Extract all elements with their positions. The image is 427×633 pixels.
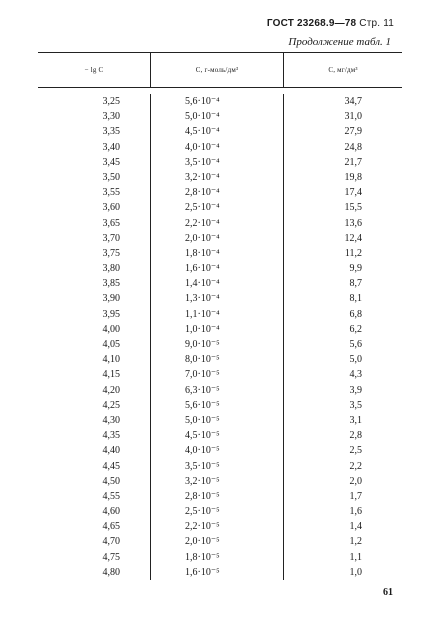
cell-mass: 11,2 — [344, 247, 362, 259]
cell-lg-c: 3,60 — [102, 202, 120, 214]
column-header-lg-c: − lg C — [38, 53, 151, 87]
cell-mass: 2,5 — [349, 445, 362, 457]
cell-mass: 17,4 — [344, 187, 362, 199]
cell-lg-c: 3,30 — [102, 111, 120, 123]
cell-molar: 2,8·10⁻⁵ — [185, 490, 220, 502]
cell-lg-c: 4,45 — [102, 460, 120, 472]
cell-lg-c: 3,65 — [102, 217, 120, 229]
cell-mass: 1,6 — [349, 506, 362, 518]
page-header — [267, 18, 394, 29]
cell-lg-c: 3,95 — [102, 308, 120, 320]
cell-molar: 6,3·10⁻⁵ — [185, 384, 220, 396]
cell-mass: 1,7 — [349, 490, 362, 502]
cell-mass: 2,2 — [349, 460, 362, 472]
cell-lg-c: 4,70 — [102, 536, 120, 548]
cell-molar: 5,0·10⁻⁵ — [185, 414, 220, 426]
cell-lg-c: 3,25 — [102, 96, 120, 107]
cell-mass: 19,8 — [344, 171, 362, 183]
cell-lg-c: 4,75 — [102, 551, 120, 563]
cell-lg-c: 4,00 — [102, 323, 120, 335]
cell-molar: 5,6·10⁻⁵ — [185, 399, 220, 411]
cell-molar: 4,5·10⁻⁵ — [185, 430, 220, 442]
cell-mass: 31,0 — [344, 111, 362, 123]
cell-molar: 3,5·10⁻⁵ — [185, 460, 220, 472]
column-molar — [151, 94, 284, 580]
cell-lg-c: 3,50 — [102, 171, 120, 183]
cell-mass: 6,8 — [349, 308, 362, 320]
cell-lg-c: 3,85 — [102, 278, 120, 290]
column-header-mass: C, мг/дм³ — [328, 66, 358, 74]
cell-lg-c: 4,20 — [102, 384, 120, 396]
cell-lg-c: 4,10 — [102, 354, 120, 366]
cell-molar: 3,2·10⁻⁵ — [185, 475, 220, 487]
cell-molar: 1,4·10⁻⁴ — [185, 278, 220, 290]
cell-molar: 5,0·10⁻⁴ — [185, 111, 220, 123]
cell-mass: 34,7 — [344, 96, 362, 107]
cell-molar: 4,0·10⁻⁵ — [185, 445, 220, 457]
cell-mass: 1,0 — [349, 566, 362, 578]
cell-molar: 1,0·10⁻⁴ — [185, 323, 220, 335]
column-mass — [284, 94, 402, 580]
cell-lg-c: 3,90 — [102, 293, 120, 305]
cell-molar: 2,8·10⁻⁴ — [185, 187, 220, 199]
cell-mass: 3,9 — [349, 384, 362, 396]
cell-molar: 2,5·10⁻⁵ — [185, 506, 220, 518]
cell-molar: 1,6·10⁻⁴ — [185, 263, 220, 275]
cell-lg-c: 3,55 — [102, 187, 120, 199]
cell-mass: 5,0 — [349, 354, 362, 366]
cell-molar: 2,5·10⁻⁴ — [185, 202, 220, 214]
cell-molar: 2,0·10⁻⁵ — [185, 536, 220, 548]
cell-molar: 1,8·10⁻⁵ — [185, 551, 220, 563]
cell-lg-c: 3,40 — [102, 141, 120, 153]
cell-molar: 8,0·10⁻⁵ — [185, 354, 220, 366]
table-continuation-caption: Продолжение табл. 1 — [288, 36, 391, 48]
cell-molar: 3,5·10⁻⁴ — [185, 156, 220, 168]
cell-mass: 2,0 — [349, 475, 362, 487]
cell-lg-c: 4,55 — [102, 490, 120, 502]
cell-mass: 1,1 — [349, 551, 362, 563]
cell-lg-c: 4,65 — [102, 521, 120, 533]
data-table — [38, 52, 402, 580]
cell-molar: 7,0·10⁻⁵ — [185, 369, 220, 381]
table-body — [38, 88, 402, 580]
table-header — [38, 53, 402, 88]
cell-lg-c: 4,40 — [102, 445, 120, 457]
cell-molar: 1,3·10⁻⁴ — [185, 293, 220, 305]
page-label: Стр. 11 — [359, 18, 394, 29]
column-lg-c — [38, 94, 151, 580]
cell-lg-c: 4,25 — [102, 399, 120, 411]
cell-mass: 3,5 — [349, 399, 362, 411]
cell-mass: 27,9 — [344, 126, 362, 138]
cell-lg-c: 4,60 — [102, 506, 120, 518]
cell-mass: 6,2 — [349, 323, 362, 335]
cell-molar: 3,2·10⁻⁴ — [185, 171, 220, 183]
cell-molar: 2,2·10⁻⁴ — [185, 217, 220, 229]
page-number: 61 — [383, 587, 393, 598]
cell-molar: 4,5·10⁻⁴ — [185, 126, 220, 138]
cell-lg-c: 4,30 — [102, 414, 120, 426]
cell-molar: 1,1·10⁻⁴ — [185, 308, 220, 320]
cell-lg-c: 4,05 — [102, 339, 120, 350]
cell-mass: 1,2 — [349, 536, 362, 548]
cell-lg-c: 3,75 — [102, 247, 120, 259]
cell-mass: 21,7 — [344, 156, 362, 168]
cell-lg-c: 4,50 — [102, 475, 120, 487]
cell-molar: 2,0·10⁻⁴ — [185, 232, 220, 244]
cell-mass: 5,6 — [349, 339, 362, 350]
cell-mass: 15,5 — [344, 202, 362, 214]
cell-mass: 1,4 — [349, 521, 362, 533]
cell-lg-c: 3,35 — [102, 126, 120, 138]
cell-lg-c: 3,45 — [102, 156, 120, 168]
cell-molar: 5,6·10⁻⁴ — [185, 96, 220, 107]
cell-mass: 3,1 — [349, 414, 362, 426]
cell-molar: 4,0·10⁻⁴ — [185, 141, 220, 153]
cell-molar: 2,2·10⁻⁵ — [185, 521, 220, 533]
cell-lg-c: 4,35 — [102, 430, 120, 442]
cell-molar: 9,0·10⁻⁵ — [185, 339, 220, 350]
cell-molar: 1,6·10⁻⁵ — [185, 566, 220, 578]
cell-mass: 8,1 — [349, 293, 362, 305]
cell-mass: 24,8 — [344, 141, 362, 153]
cell-lg-c: 4,80 — [102, 566, 120, 578]
cell-mass: 8,7 — [349, 278, 362, 290]
cell-lg-c: 3,80 — [102, 263, 120, 275]
cell-molar: 1,8·10⁻⁴ — [185, 247, 220, 259]
cell-lg-c: 4,15 — [102, 369, 120, 381]
standard-code: ГОСТ 23268.9—78 — [266, 18, 357, 29]
cell-lg-c: 3,70 — [102, 232, 120, 244]
cell-mass: 2,8 — [349, 430, 362, 442]
cell-mass: 9,9 — [349, 263, 362, 275]
cell-mass: 13,6 — [344, 217, 362, 229]
column-header-molar: C, г-моль/дм³ — [151, 53, 284, 87]
cell-mass: 12,4 — [344, 232, 362, 244]
cell-mass: 4,3 — [349, 369, 362, 381]
